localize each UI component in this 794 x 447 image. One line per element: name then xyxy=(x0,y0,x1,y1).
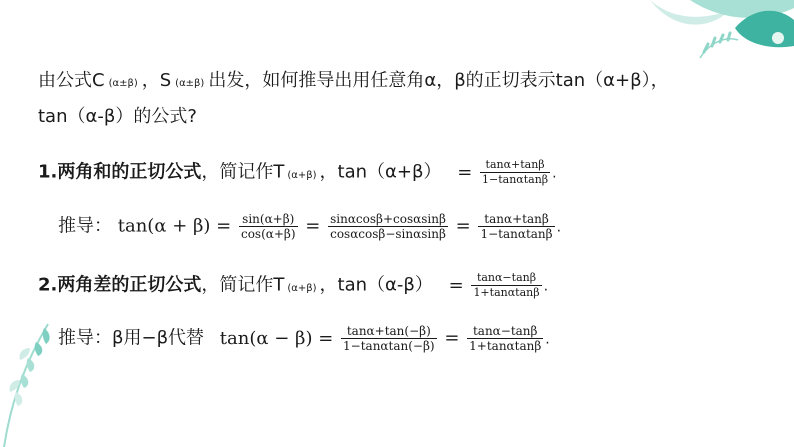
equals-sign: = xyxy=(455,215,471,237)
derivation-fraction-2 xyxy=(328,212,448,241)
sum-derivation-line xyxy=(58,212,561,241)
intro-line-2 xyxy=(38,104,197,130)
fraction-numerator: tanα+tan(−β) xyxy=(346,324,431,338)
period: . xyxy=(552,165,557,182)
equals-sign: = xyxy=(448,274,464,296)
leaf-shape xyxy=(15,392,23,406)
fraction-denominator: 1+tanαtanβ xyxy=(469,339,542,353)
sum-formula-line xyxy=(38,158,557,189)
formula-note: ，简记作T xyxy=(201,274,285,296)
leaf-shape xyxy=(21,374,29,388)
subscript: (α+β) xyxy=(287,169,317,181)
leaf-decoration-bottom-left xyxy=(0,318,60,447)
fraction-numerator: tanα+tanβ xyxy=(484,212,549,226)
sum-formula-heading: 1.两角和的正切公式 xyxy=(38,161,202,183)
sum-formula-fraction xyxy=(480,158,550,187)
leaf-decoration-top-right xyxy=(630,0,794,64)
diff-formula-heading: 2.两角差的正切公式 xyxy=(38,274,202,296)
subscript: (α+β) xyxy=(287,282,317,294)
derivation-fraction-1 xyxy=(239,212,298,241)
fraction-numerator: sinαcosβ+cosαsinβ xyxy=(330,212,446,226)
derivation-substitution: β用−β代替 xyxy=(112,327,205,349)
diff-derivation-line xyxy=(58,324,550,353)
intro-text: 由公式C xyxy=(38,70,105,91)
fraction-denominator: 1+tanαtanβ xyxy=(473,286,540,299)
fraction-denominator: cosαcosβ−sinαsinβ xyxy=(330,227,446,241)
derivation-fraction-1 xyxy=(341,324,437,353)
fraction-numerator: tanα+tanβ xyxy=(485,158,545,171)
formula-expression: ，tan（α-β） xyxy=(319,274,433,296)
equals-sign: = xyxy=(305,215,321,237)
derivation-fraction-3 xyxy=(478,212,554,241)
leaf-shape xyxy=(35,342,43,356)
subscript: (α±β) xyxy=(108,78,138,89)
equals-sign: = xyxy=(457,161,473,183)
formula-expression: ，tan（α+β） xyxy=(319,161,442,183)
derivation-label: 推导： xyxy=(58,215,112,237)
leaf-shape xyxy=(19,348,30,360)
intro-line-1 xyxy=(38,68,669,97)
fraction-numerator: sin(α+β) xyxy=(242,212,295,226)
period: . xyxy=(545,331,550,348)
intro-text: tan（α-β）的公式? xyxy=(38,106,197,127)
derivation-fraction-2 xyxy=(467,324,543,353)
fraction-denominator: 1−tanαtanβ xyxy=(482,173,549,186)
formula-note: ，简记作T xyxy=(201,161,285,183)
leaf-shape xyxy=(27,358,35,372)
derivation-lhs: tan(α − β) = xyxy=(219,327,334,349)
equals-sign: = xyxy=(444,327,460,349)
subscript: (α±β) xyxy=(175,78,205,89)
fraction-numerator: tanα−tanβ xyxy=(472,324,538,338)
leaf-shape xyxy=(43,328,50,344)
period: . xyxy=(556,219,562,236)
fraction-denominator: 1−tanαtan(−β) xyxy=(343,339,435,353)
derivation-label: 推导： xyxy=(58,327,112,349)
fraction-numerator: tanα−tanβ xyxy=(476,271,537,284)
diff-formula-line xyxy=(38,271,548,302)
period: . xyxy=(543,278,549,295)
dot-decoration xyxy=(772,32,784,44)
intro-text: ，S xyxy=(141,70,172,91)
fraction-denominator: 1−tanαtanβ xyxy=(480,227,553,241)
diff-formula-fraction xyxy=(471,271,541,300)
fraction-denominator: cos(α+β) xyxy=(240,227,296,241)
intro-text: 出发，如何推导出用任意角α，β的正切表示tan（α+β）， xyxy=(208,70,669,91)
derivation-lhs: tan(α + β) = xyxy=(117,215,232,237)
